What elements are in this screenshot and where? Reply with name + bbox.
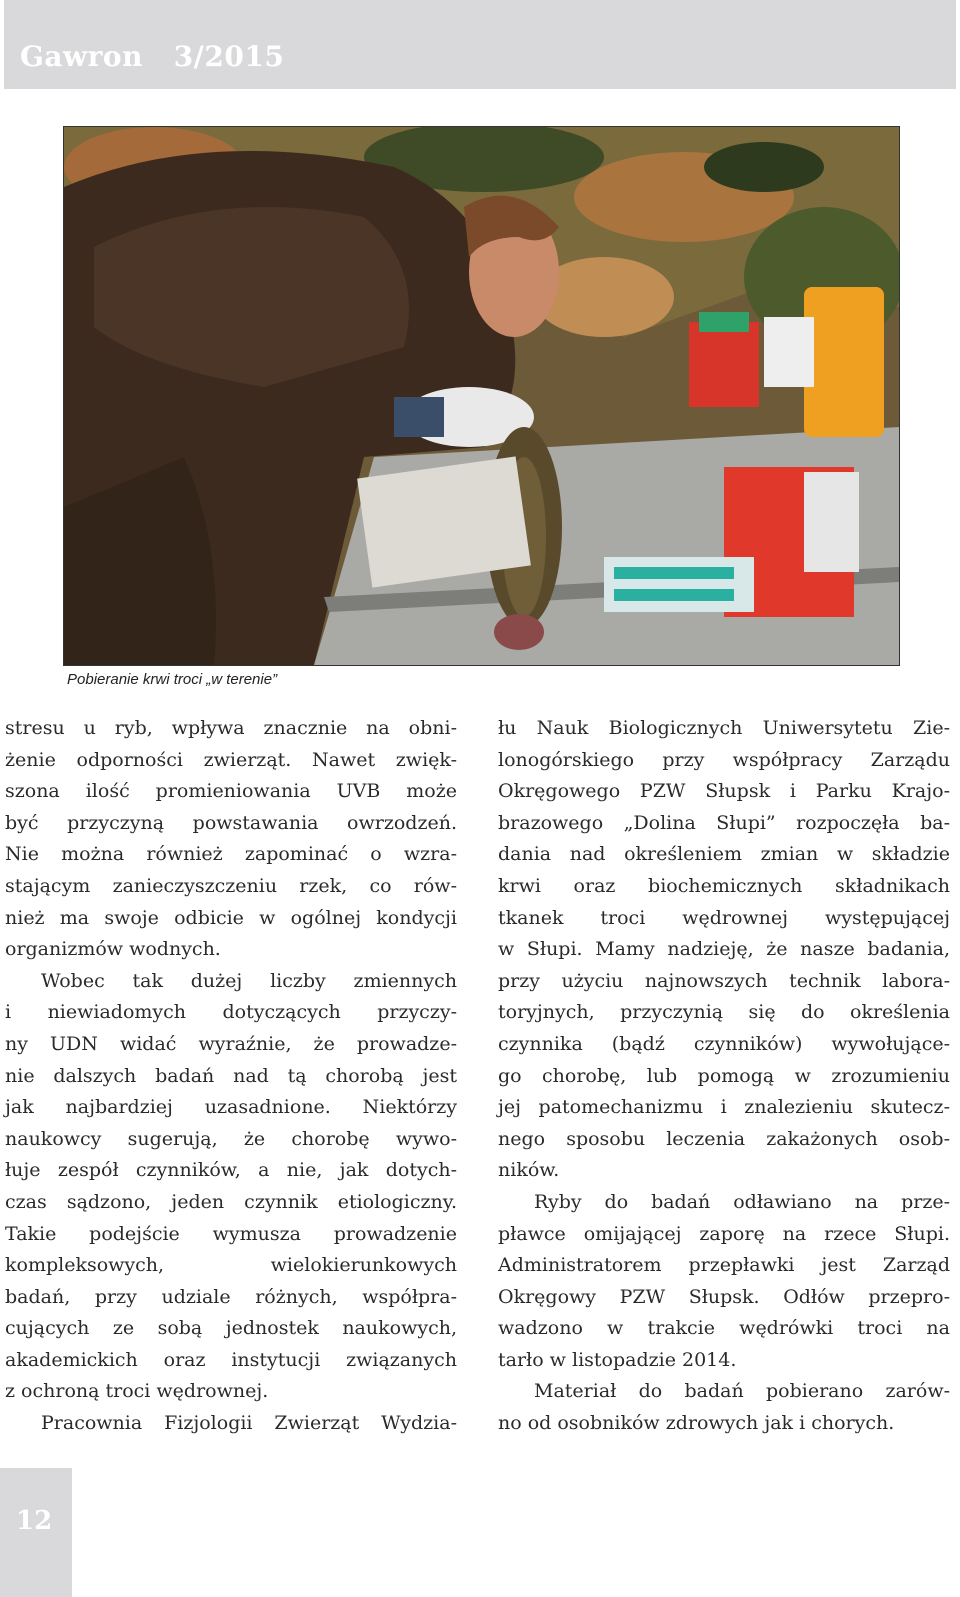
text-line: z ochroną troci wędrownej. xyxy=(5,1380,269,1403)
text-line: Wobec tak dużej liczby zmiennych xyxy=(41,969,457,992)
text-line: łu Nauk Biologicznych Uniwersytetu Zie- xyxy=(498,717,950,739)
text-line: łuje zespół czynników, a nie, jak dotych- xyxy=(5,1159,457,1182)
text-line: jak najbardziej uzasadnione. Niektórzy xyxy=(5,1096,457,1119)
page-number: 12 xyxy=(16,1506,53,1536)
text-line: cujących ze sobą jednostek naukowych, xyxy=(5,1317,457,1340)
text-line: szona ilość promieniowania UVB może xyxy=(5,780,457,803)
text-line: nie dalszych badań nad tą chorobą jest xyxy=(5,1064,457,1087)
text-line: Okręgowego PZW Słupsk i Parku Krajo- xyxy=(498,780,950,803)
text-line: nież ma swoje odbicie w ogólnej kondycji xyxy=(5,906,457,929)
article-right-column xyxy=(498,713,950,1440)
text-line: w Słupi. Mamy nadzieję, że nasze badania, xyxy=(498,938,950,961)
text-line: tarło w listopadzie 2014. xyxy=(498,1348,737,1371)
text-line: żenie odporności zwierząt. Nawet zwięk- xyxy=(5,748,457,771)
text-line: pławce omijającej zaporę na rzece Słupi. xyxy=(498,1222,950,1245)
text-line: wadzono w trakcie wędrówki troci na xyxy=(498,1317,950,1340)
text-line: akademickich oraz instytucji związanych xyxy=(5,1348,457,1371)
text-line: toryjnych, przyczynią się do określenia xyxy=(498,1001,950,1024)
text-line: tkanek troci wędrownej występującej xyxy=(498,906,950,929)
text-line: ników. xyxy=(498,1159,560,1182)
text-line: nego sposobu leczenia zakażonych osob- xyxy=(498,1127,950,1150)
journal-issue-title: Gawron 3/2015 xyxy=(20,40,285,73)
text-line: Takie podejście wymusza prowadzenie xyxy=(5,1222,457,1245)
text-line: organizmów wodnych. xyxy=(5,938,221,961)
text-line: stresu u ryb, wpływa znacznie na obni- xyxy=(5,717,457,739)
text-line: badań, przy udziale różnych, współpra- xyxy=(5,1285,457,1308)
text-line: krwi oraz biochemicznych składnikach xyxy=(498,874,950,897)
text-line: no od osobników zdrowych jak i chorych. xyxy=(498,1412,895,1435)
text-line: przy użyciu najnowszych technik labora- xyxy=(498,969,950,992)
text-line: Ryby do badań odławiano na prze- xyxy=(534,1190,950,1213)
text-line: Okręgowy PZW Słupsk. Odłów przepro- xyxy=(498,1285,950,1308)
text-line: naukowcy sugerują, że chorobę wywo- xyxy=(5,1127,457,1150)
text-line: Nie można również zapominać o wzra- xyxy=(5,843,457,866)
text-line: jej patomechanizmu i znalezieniu skutecz- xyxy=(498,1096,950,1119)
text-line: Pracownia Fizjologii Zwierząt Wydzia- xyxy=(41,1412,457,1435)
text-line: stającym zanieczyszczeniu rzek, co rów- xyxy=(5,874,457,897)
article-left-column xyxy=(5,713,457,1440)
text-line: Administratorem przepławki jest Zarząd xyxy=(498,1254,950,1277)
text-line: czas sądzono, jeden czynnik etiologiczny. xyxy=(5,1190,457,1213)
text-line: czynnika (bądź czynników) wywołujące- xyxy=(498,1032,950,1055)
text-line: i niewiadomych dotyczących przyczy- xyxy=(5,1001,457,1024)
text-line: lonogórskiego przy współpracy Zarządu xyxy=(498,748,950,771)
text-line: Materiał do badań pobierano zarów- xyxy=(534,1380,950,1403)
text-line: ny UDN widać wyraźnie, że prowadze- xyxy=(5,1032,457,1055)
text-line: dania nad określeniem zmian w składzie xyxy=(498,843,950,866)
page-header xyxy=(4,0,956,89)
text-line: być przyczyną powstawania owrzodzeń. xyxy=(5,811,457,834)
article-photo xyxy=(63,126,900,666)
photo-caption: Pobieranie krwi troci „w terenie” xyxy=(67,671,278,688)
text-line: brazowego „Dolina Słupi” rozpoczęła ba- xyxy=(498,811,950,834)
text-line: go chorobę, lub pomogą w zrozumieniu xyxy=(498,1064,950,1087)
text-line: kompleksowych, wielokierunkowych xyxy=(5,1254,457,1277)
